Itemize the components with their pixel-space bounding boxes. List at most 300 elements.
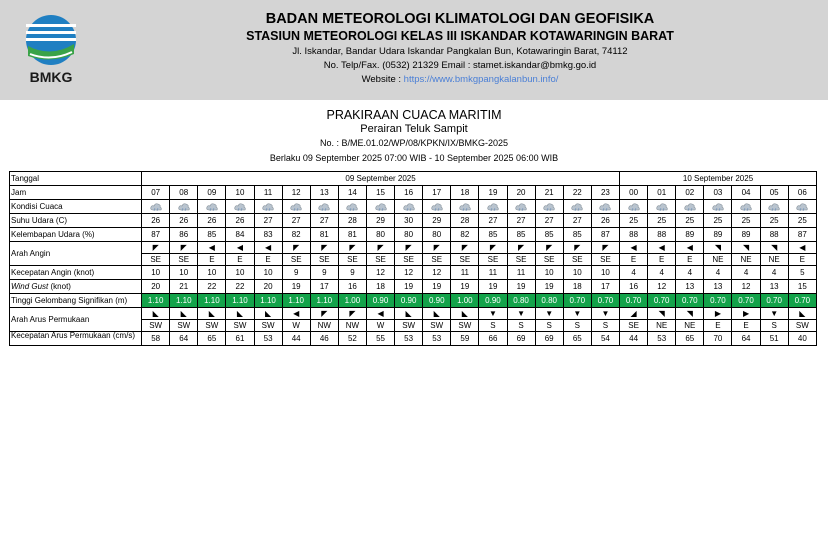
humidity-cell: 85 [479,228,507,242]
current-arrow-icon: ◣ [152,309,159,318]
current-speed-cell: 44 [620,332,648,346]
temperature-cell: 26 [198,214,226,228]
cloudy-icon [150,202,162,211]
humidity-cell: 86 [170,228,198,242]
wind-direction-cell: ◤ SE [395,242,423,266]
hour-row-label: Jam [10,186,142,200]
current-speed-cell: 46 [310,332,338,346]
wind-speed-cell: 12 [395,266,423,280]
weather-cell [620,200,648,214]
current-speed-row-label: Kecepatan Arus Permukaan (cm/s) [10,332,142,346]
weather-label: Kondisi Cuaca [10,200,142,214]
current-direction-cell: ▶ E [732,308,760,332]
wind-gust-cell: 12 [648,280,676,294]
current-direction-cell: ◣ SW [451,308,479,332]
wind-arrow-icon: ◤ [152,243,159,252]
current-direction-label: Arah Arus Permukaan [10,308,142,332]
current-direction-cell: ◀ W [366,308,394,332]
hour-cell: 16 [395,186,423,200]
wave-height-cell: 1.10 [226,294,254,308]
current-arrow-icon: ◥ [658,309,665,318]
wind-speed-cell: 11 [451,266,479,280]
wind-direction-cell: ◤ SE [479,242,507,266]
wave-height-cell: 0.70 [788,294,816,308]
humidity-cell: 88 [648,228,676,242]
cloudy-icon [262,202,274,211]
website-line [130,73,790,87]
date-1: 09 September 2025 [142,172,620,186]
humidity-cell: 84 [226,228,254,242]
current-direction-cell: ◣ SW [788,308,816,332]
current-direction-cell: ◤ NW [310,308,338,332]
wind-direction-cell: ◤ SE [451,242,479,266]
cloudy-icon [740,202,752,211]
temperature-row-label: Suhu Udara (C) [10,214,142,228]
wind-arrow-icon: ◀ [630,243,637,252]
wind-arrow-icon: ◥ [771,243,778,252]
wind-speed-cell: 4 [760,266,788,280]
wave-height-cell: 0.70 [620,294,648,308]
hour-cell: 07 [142,186,170,200]
wind-gust-cell: 13 [704,280,732,294]
temperature-cell: 28 [338,214,366,228]
weather-cell [676,200,704,214]
current-speed-cell: 53 [648,332,676,346]
current-direction-cell: ◤ NW [338,308,366,332]
wind-direction-cell: ◀ E [676,242,704,266]
current-direction-cell: ◣ SW [142,308,170,332]
humidity-cell: 87 [591,228,619,242]
current-speed-cell: 69 [507,332,535,346]
wave-height-cell: 1.10 [142,294,170,308]
current-arrow-icon: ◣ [265,309,272,318]
wind-gust-cell: 13 [760,280,788,294]
cloudy-icon [628,202,640,211]
weather-cell [282,200,310,214]
current-direction-cell: ▶ E [704,308,732,332]
weather-cell [170,200,198,214]
wave-height-cell: 1.10 [170,294,198,308]
weather-cell [198,200,226,214]
weather-cell [648,200,676,214]
humidity-row-label: Kelembapan Udara (%) [10,228,142,242]
wind-speed-cell: 9 [282,266,310,280]
current-speed-cell: 65 [198,332,226,346]
current-speed-cell: 65 [676,332,704,346]
document-title: PRAKIRAAN CUACA MARITIM [326,108,502,122]
hour-cell: 23 [591,186,619,200]
wind-gust-cell: 13 [676,280,704,294]
current-direction-cell: ▼ S [563,308,591,332]
weather-cell [704,200,732,214]
wind-direction-cell: ◀ E [198,242,226,266]
temperature-cell: 28 [451,214,479,228]
weather-cell [732,200,760,214]
weather-cell [535,200,563,214]
current-speed-cell: 51 [760,332,788,346]
current-direction-cell: ◣ SW [423,308,451,332]
wave-height-cell: 1.00 [338,294,366,308]
wind-arrow-icon: ◤ [489,243,497,252]
temperature-cell: 27 [535,214,563,228]
wind-arrow-icon: ◤ [293,243,300,252]
wind-arrow-icon: ◤ [517,243,525,252]
wind-direction-cell: ◀ E [254,242,282,266]
wind-arrow-icon: ◤ [349,243,356,252]
hour-cell: 12 [282,186,310,200]
humidity-cell: 89 [676,228,704,242]
current-direction-cell: ▼ S [479,308,507,332]
current-speed-cell: 64 [170,332,198,346]
bmkg-logo [20,14,82,86]
wind-speed-cell: 4 [620,266,648,280]
wind-direction-cell: ◀ E [788,242,816,266]
current-direction-cell: ◣ SW [254,308,282,332]
hour-cell: 19 [479,186,507,200]
wind-arrow-icon: ◥ [742,243,750,252]
document-heading [0,108,828,166]
cloudy-icon [712,202,724,211]
wind-direction-cell: ◤ SE [142,242,170,266]
wave-height-cell: 0.90 [366,294,394,308]
current-speed-cell: 40 [788,332,816,346]
humidity-cell: 87 [788,228,816,242]
wave-height-cell: 0.70 [591,294,619,308]
cloudy-icon [431,202,443,211]
hour-cell: 14 [338,186,366,200]
wind-speed-cell: 4 [648,266,676,280]
current-speed-cell: 59 [451,332,479,346]
current-direction-cell: ◣ SW [226,308,254,332]
date-2: 10 September 2025 [620,172,817,186]
wind-direction-cell: ◤ SE [282,242,310,266]
wind-arrow-icon: ◀ [265,243,272,252]
wind-gust-cell: 19 [423,280,451,294]
validity-period: Berlaku 09 September 2025 07:00 WIB - 10 September 2025 06:00 WIB [269,153,559,163]
humidity-cell: 88 [620,228,648,242]
date-label: Tanggal [10,172,142,186]
wind-speed-cell: 10 [535,266,563,280]
temperature-cell: 27 [310,214,338,228]
hour-cell: 08 [170,186,198,200]
current-speed-cell: 55 [366,332,394,346]
wind-speed-row-label: Kecepatan Angin (knot) [10,266,142,280]
wind-direction-cell: ◥ NE [760,242,788,266]
current-speed-cell: 70 [704,332,732,346]
temperature-cell: 30 [395,214,423,228]
current-speed-cell: 53 [395,332,423,346]
cloudy-icon [403,202,415,211]
weather-cell [254,200,282,214]
weather-cell [479,200,507,214]
wind-gust-cell: 16 [620,280,648,294]
wind-direction-cell: ◤ SE [563,242,591,266]
contact: No. Telp/Fax. (0532) 21329 Email : stamet.iskandar@bmkg.go.id [323,60,597,71]
wind-arrow-icon: ◀ [799,243,806,252]
weather-cell [338,200,366,214]
wind-direction-cell: ◥ NE [704,242,732,266]
wind-gust-cell: 19 [479,280,507,294]
wind-gust-cell: 20 [254,280,282,294]
wind-arrow-icon: ◤ [574,243,581,252]
temperature-cell: 26 [226,214,254,228]
wave-height-cell: 0.70 [704,294,732,308]
wind-direction-cell: ◤ SE [310,242,338,266]
humidity-cell: 85 [507,228,535,242]
current-arrow-icon: ▼ [601,309,610,318]
wind-speed-cell: 10 [142,266,170,280]
current-arrow-icon: ◥ [686,309,693,318]
current-direction-cell: ▼ S [535,308,563,332]
humidity-cell: 89 [732,228,760,242]
hour-cell: 21 [535,186,563,200]
date-row [10,172,817,186]
weather-cell [591,200,619,214]
temperature-cell: 25 [704,214,732,228]
temperature-cell: 27 [254,214,282,228]
wave-height-row-label: Tinggi Gelombang Signifikan (m) [10,294,142,308]
current-direction-cell: ◀ W [282,308,310,332]
wind-speed-cell: 9 [338,266,366,280]
humidity-cell: 80 [366,228,394,242]
hour-cell: 17 [423,186,451,200]
hour-cell: 15 [366,186,394,200]
humidity-cell: 83 [254,228,282,242]
wind-gust-cell: 19 [507,280,535,294]
website-label: Website : [361,74,402,85]
humidity-cell: 89 [704,228,732,242]
wave-height-cell: 0.70 [648,294,676,308]
temperature-cell: 26 [170,214,198,228]
cloudy-icon [571,202,583,211]
wind-direction-cell: ◤ SE [170,242,198,266]
cloudy-icon [543,202,555,211]
current-direction-cell: ◢ SE [620,308,648,332]
wind-direction-cell: ◤ SE [591,242,619,266]
wind-speed-cell: 10 [226,266,254,280]
wind-gust-cell: 19 [395,280,423,294]
wind-gust-cell: 15 [788,280,816,294]
cloudy-icon [206,202,218,211]
current-arrow-icon: ▼ [573,309,582,318]
humidity-cell: 85 [563,228,591,242]
current-direction-cell: ◣ SW [395,308,423,332]
cloudy-icon [599,202,611,211]
current-arrow-icon: ◣ [208,309,215,318]
hour-cell: 11 [254,186,282,200]
current-arrow-icon: ◣ [236,309,244,318]
cloudy-icon [515,202,527,211]
hour-cell: 03 [704,186,732,200]
current-arrow-icon: ◀ [377,309,384,318]
temperature-cell: 27 [507,214,535,228]
wave-height-cell: 0.90 [423,294,451,308]
hour-cell: 01 [648,186,676,200]
hour-cell: 22 [563,186,591,200]
forecast-table [9,171,817,346]
weather-cell [366,200,394,214]
current-direction-row [10,308,817,332]
wind-speed-cell: 10 [170,266,198,280]
temperature-cell: 27 [563,214,591,228]
weather-cell [310,200,338,214]
current-speed-cell: 66 [479,332,507,346]
cloudy-icon [178,202,190,211]
current-arrow-icon: ◣ [799,309,806,318]
wind-arrow-icon: ◤ [546,243,553,252]
cloudy-icon [318,202,330,211]
current-arrow-icon: ▶ [742,309,750,318]
wind-speed-cell: 11 [507,266,535,280]
area-name: Perairan Teluk Sampit [360,123,468,135]
wave-height-cell: 1.10 [198,294,226,308]
current-speed-cell: 65 [563,332,591,346]
hour-cell: 00 [620,186,648,200]
current-arrow-icon: ◀ [293,309,300,318]
weather-cell [563,200,591,214]
wind-speed-cell: 9 [310,266,338,280]
wave-height-cell: 0.70 [760,294,788,308]
temperature-cell: 25 [620,214,648,228]
hour-cell: 09 [198,186,226,200]
current-arrow-icon: ◤ [349,309,356,318]
humidity-cell: 87 [142,228,170,242]
current-direction-cell: ▼ S [591,308,619,332]
wave-height-cell: 0.70 [563,294,591,308]
cloudy-icon [487,202,499,211]
wind-arrow-icon: ◤ [405,243,412,252]
agency-name: BADAN METEOROLOGI KLIMATOLOGI DAN GEOFISIKA [265,11,655,27]
wind-gust-cell: 22 [226,280,254,294]
current-arrow-icon: ◤ [321,309,328,318]
wind-arrow-icon: ◀ [686,243,693,252]
current-speed-row [10,332,817,346]
current-direction-cell: ▼ S [507,308,535,332]
humidity-cell: 82 [282,228,310,242]
wind-speed-cell: 10 [563,266,591,280]
wind-direction-cell: ◥ NE [732,242,760,266]
wave-height-cell: 1.00 [451,294,479,308]
current-arrow-icon: ▶ [714,309,721,318]
current-arrow-icon: ◣ [180,309,187,318]
document-number: No. : B/ME.01.02/WP/08/KPKN/IX/BMKG-2025 [319,138,509,148]
wind-direction-cell: ◤ SE [507,242,535,266]
wave-height-cell: 1.10 [310,294,338,308]
humidity-cell: 81 [310,228,338,242]
weather-cell [760,200,788,214]
weather-cell [423,200,451,214]
current-speed-cell: 52 [338,332,366,346]
wave-height-cell: 1.10 [254,294,282,308]
wind-direction-row [10,242,817,266]
humidity-row [10,228,817,242]
cloudy-icon [234,202,246,211]
weather-cell [142,200,170,214]
wave-height-cell: 0.90 [479,294,507,308]
wind-speed-cell: 12 [366,266,394,280]
wind-speed-cell: 4 [732,266,760,280]
current-arrow-icon: ◢ [630,309,637,318]
humidity-cell: 80 [395,228,423,242]
weather-cell [395,200,423,214]
wind-direction-cell: ◀ E [620,242,648,266]
wind-arrow-icon: ◀ [658,243,665,252]
current-arrow-icon: ▼ [517,309,526,318]
weather-cell [788,200,816,214]
wind-gust-cell: 20 [142,280,170,294]
cloudy-icon [796,202,808,211]
hour-cell: 05 [760,186,788,200]
wind-arrow-icon: ◤ [180,243,187,252]
wind-arrow-icon: ◀ [208,243,215,252]
temperature-cell: 29 [366,214,394,228]
humidity-cell: 81 [338,228,366,242]
cloudy-icon [346,202,358,211]
wind-speed-cell: 5 [788,266,816,280]
current-direction-cell: ▼ S [760,308,788,332]
hour-row [10,186,817,200]
hour-cell: 06 [788,186,816,200]
wind-direction-label: Arah Angin [10,242,142,266]
wind-direction-cell: ◤ SE [338,242,366,266]
wind-arrow-icon: ◤ [433,243,440,252]
wind-arrow-icon: ◤ [461,243,468,252]
letterhead [0,0,828,100]
wind-gust-cell: 17 [591,280,619,294]
wave-height-cell: 0.80 [535,294,563,308]
wind-arrow-icon: ◤ [321,243,328,252]
humidity-cell: 88 [760,228,788,242]
hour-cell: 13 [310,186,338,200]
wave-height-cell: 0.70 [676,294,704,308]
humidity-cell: 85 [535,228,563,242]
wind-speed-cell: 11 [479,266,507,280]
station-name: STASIUN METEOROLOGI KELAS III ISKANDAR KOTAWARINGIN BARAT [246,29,674,43]
wind-direction-cell: ◤ SE [366,242,394,266]
current-direction-cell: ◣ SW [198,308,226,332]
website-link[interactable]: https://www.bmkgpangkalanbun.info/ [403,74,559,85]
hour-cell: 20 [507,186,535,200]
wave-height-cell: 0.90 [395,294,423,308]
wind-speed-cell: 10 [591,266,619,280]
hour-cell: 18 [451,186,479,200]
wind-arrow-icon: ◀ [236,243,244,252]
current-direction-cell: ◣ SW [170,308,198,332]
wind-gust-cell: 19 [535,280,563,294]
wind-speed-cell: 4 [676,266,704,280]
current-speed-cell: 44 [282,332,310,346]
hour-cell: 04 [732,186,760,200]
temperature-cell: 25 [788,214,816,228]
wind-gust-cell: 18 [366,280,394,294]
wind-speed-cell: 12 [423,266,451,280]
temperature-cell: 26 [591,214,619,228]
current-speed-cell: 58 [142,332,170,346]
temperature-cell: 25 [760,214,788,228]
current-speed-cell: 53 [423,332,451,346]
wind-gust-cell: 17 [310,280,338,294]
wind-gust-cell: 12 [732,280,760,294]
cloudy-icon [768,202,780,211]
current-speed-cell: 61 [226,332,254,346]
current-arrow-icon: ◣ [461,309,468,318]
wind-speed-cell: 10 [198,266,226,280]
wind-gust-cell: 16 [338,280,366,294]
wave-height-row [10,294,817,308]
wind-gust-cell: 19 [451,280,479,294]
wind-direction-cell: ◀ E [226,242,254,266]
wind-gust-cell: 21 [170,280,198,294]
